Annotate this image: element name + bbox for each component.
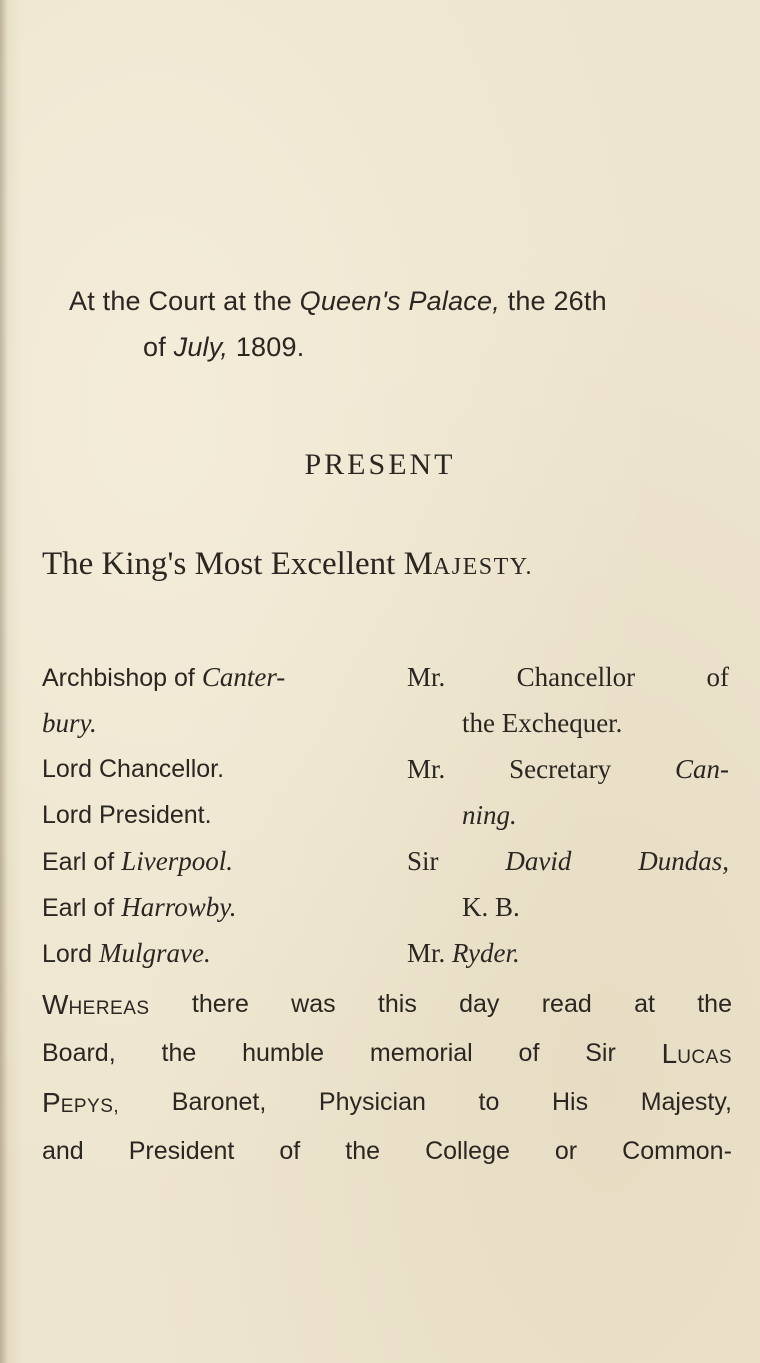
word: His [551, 1088, 589, 1116]
paragraph-line [42, 980, 732, 1029]
word: read [541, 990, 592, 1018]
initial-capital: L [661, 1038, 678, 1069]
whereas-paragraph [42, 980, 732, 1176]
attendee-name: David [505, 846, 572, 876]
attendee-name: Dundas, [638, 846, 729, 876]
attendee-line: K. B. [462, 892, 520, 922]
attendee-line: Lord President. [42, 801, 212, 829]
attendee-line: the Exchequer. [462, 708, 623, 738]
attendee-line [407, 792, 732, 838]
word [42, 980, 150, 1029]
court-heading-line-1 [69, 288, 607, 315]
word: Board, [42, 1039, 116, 1067]
word: Secretary [509, 754, 612, 784]
small-caps: EPYS, [60, 1096, 120, 1117]
attendee-line [42, 700, 397, 746]
attendee-title: Mr. [407, 938, 453, 968]
word: Majesty, [640, 1088, 732, 1116]
word: or [554, 1137, 578, 1165]
initial-capital: W [42, 989, 69, 1020]
attendee-name: Can- [674, 754, 729, 784]
present-heading: PRESENT [304, 448, 456, 481]
court-heading-line-2 [143, 334, 304, 361]
small-caps: HEREAS [68, 998, 150, 1019]
word: the [345, 1137, 381, 1165]
attendee-name: ning. [462, 800, 517, 830]
attendee-line [42, 654, 397, 700]
majesty-line [42, 548, 533, 581]
word: Baronet, [171, 1088, 267, 1116]
heading-place: Queen's Palace, [299, 286, 500, 316]
word [42, 1078, 119, 1127]
attendees-left-column [42, 654, 397, 976]
word: the [697, 990, 732, 1018]
attendee-line [42, 930, 397, 976]
attendee-name: Mulgrave. [98, 938, 211, 968]
attendee-name: Liverpool. [121, 846, 233, 876]
attendee-line [407, 746, 729, 792]
word: there [191, 990, 249, 1018]
majesty-small-caps: AJESTY. [432, 554, 533, 580]
word: Chancellor [516, 662, 636, 692]
word [662, 1029, 732, 1078]
attendee-title: Earl of [42, 894, 122, 922]
attendee-name: Ryder. [452, 938, 520, 968]
word: to [478, 1088, 500, 1116]
word: memorial [369, 1039, 473, 1067]
attendee-title: Archbishop of [42, 664, 202, 692]
heading-date: the 26th [499, 286, 607, 316]
word: and [42, 1137, 84, 1165]
majesty-text: The King's Most Excellent [42, 546, 404, 582]
paragraph-line [42, 1029, 732, 1078]
page-edge-shadow [0, 0, 8, 1363]
attendee-line [407, 838, 729, 884]
attendee-name: Harrowby. [121, 892, 237, 922]
word: Physician [318, 1088, 426, 1116]
attendee-line [407, 654, 729, 700]
word: Mr. [407, 754, 446, 784]
heading-year: 1809. [228, 332, 305, 362]
small-caps: UCAS [677, 1047, 732, 1068]
word: of [706, 662, 729, 692]
word: Sir [407, 846, 439, 876]
attendee-line: Lord Chancellor. [42, 755, 225, 783]
word: at [634, 990, 655, 1018]
initial-capital: P [42, 1087, 61, 1118]
word: the [161, 1039, 197, 1067]
paragraph-line [42, 1078, 732, 1127]
word: President [128, 1137, 235, 1165]
majesty-initial: M [403, 546, 433, 582]
word: day [459, 990, 500, 1018]
word: Common- [622, 1137, 732, 1165]
word: this [377, 990, 417, 1018]
word: of [279, 1137, 301, 1165]
attendee-name: Canter- [201, 662, 286, 692]
attendee-title: Lord [42, 940, 99, 968]
attendee-line [42, 884, 397, 930]
word: Mr. [407, 662, 446, 692]
word: was [291, 990, 336, 1018]
heading-text: At the Court at the [69, 286, 300, 316]
word: humble [242, 1039, 325, 1067]
attendee-line [407, 930, 732, 976]
word: of [518, 1039, 540, 1067]
attendee-title: Earl of [42, 848, 122, 876]
attendees-right-column [407, 654, 732, 976]
heading-of: of [143, 332, 174, 362]
attendee-line [42, 838, 397, 884]
paragraph-line [42, 1127, 732, 1176]
word: College [425, 1137, 510, 1165]
word: Sir [585, 1039, 616, 1067]
heading-month: July, [173, 332, 229, 362]
attendee-name: bury. [42, 708, 97, 738]
